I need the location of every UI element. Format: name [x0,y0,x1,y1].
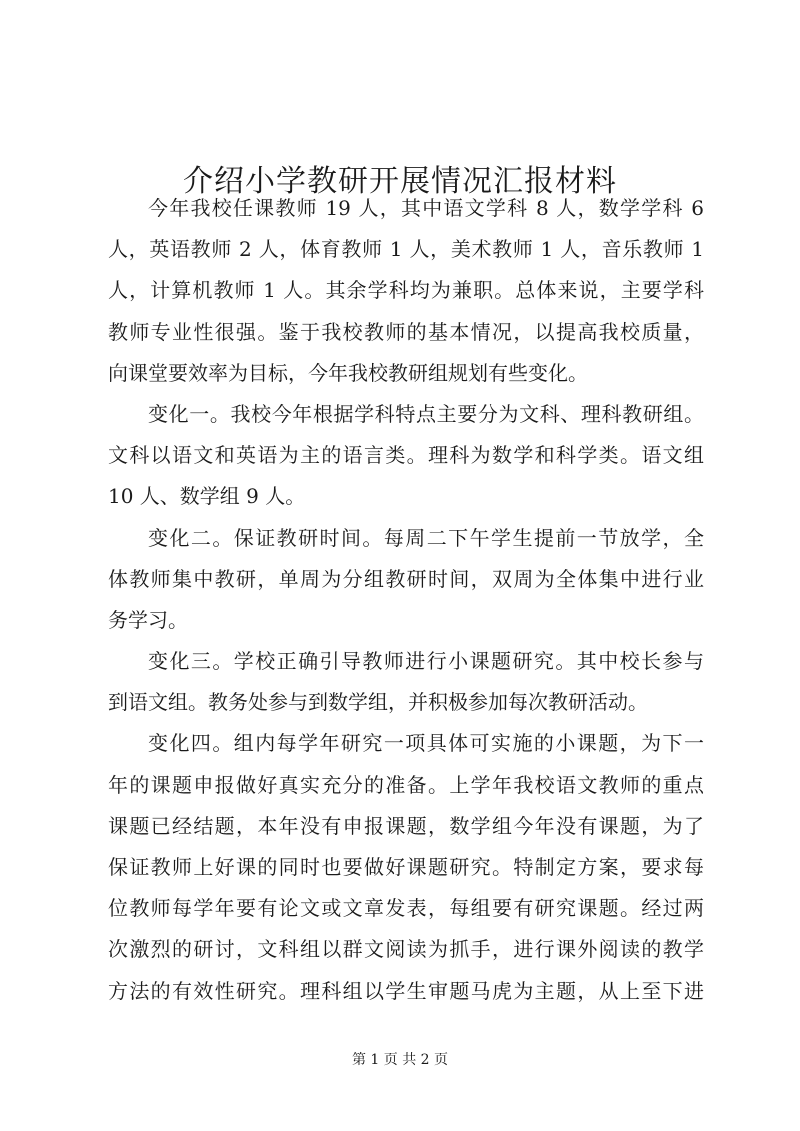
text-line: 务学习。 [108,607,188,632]
text-line: 次激烈的研讨，文科组以群文阅读为抓手，进行课外阅读的教学 [108,937,704,962]
text-line: 10 人、数学组 9 人。 [108,484,306,509]
document-title: 介绍小学教研开展情况汇报材料 [183,164,617,200]
page-footer: 第 1 页 共 2 页 [351,1052,449,1068]
text-line: 教师专业性很强。鉴于我校教师的基本情况，以提高我校质量， [108,319,704,344]
text-line: 年的课题申报做好真实充分的准备。上学年我校语文教师的重点 [108,772,704,797]
text-line: 变化二。保证教研时间。每周二下午学生提前一节放学，全 [148,525,704,550]
text-line: 变化三。学校正确引导教师进行小课题研究。其中校长参与 [148,649,704,674]
text-line: 变化一。我校今年根据学科特点主要分为文科、理科教研组。 [148,401,704,426]
text-line: 体教师集中教研，单周为分组教研时间，双周为全体集中进行业 [108,566,704,591]
text-line: 保证教师上好课的同时也要做好课题研究。特制定方案，要求每 [108,855,704,879]
text-line: 人，英语教师 2 人，体育教师 1 人，美术教师 1 人，音乐教师 1 [108,237,704,262]
text-line: 人，计算机教师 1 人。其余学科均为兼职。总体来说，主要学科 [108,278,704,303]
document-body [108,188,704,1012]
text-line: 位教师每学年要有论文或文章发表，每组要有研究课题。经过两 [108,896,704,921]
text-line: 方法的有效性研究。理科组以学生审题马虎为主题，从上至下进 [108,978,704,1003]
text-line: 变化四。组内每学年研究一项具体可实施的小课题，为下一 [148,731,704,756]
text-line: 到语文组。教务处参与到数学组，并积极参加每次教研活动。 [108,690,648,715]
text-line: 课题已经结题，本年没有申报课题，数学组今年没有课题，为了 [108,813,704,838]
text-line: 文科以语文和英语为主的语言类。理科为数学和科学类。语文组 [108,443,704,468]
text-line: 今年我校任课教师 19 人，其中语文学科 8 人，数学学科 6 [148,196,704,220]
text-line: 向课堂要效率为目标，今年我校教研组规划有些变化。 [108,360,588,385]
